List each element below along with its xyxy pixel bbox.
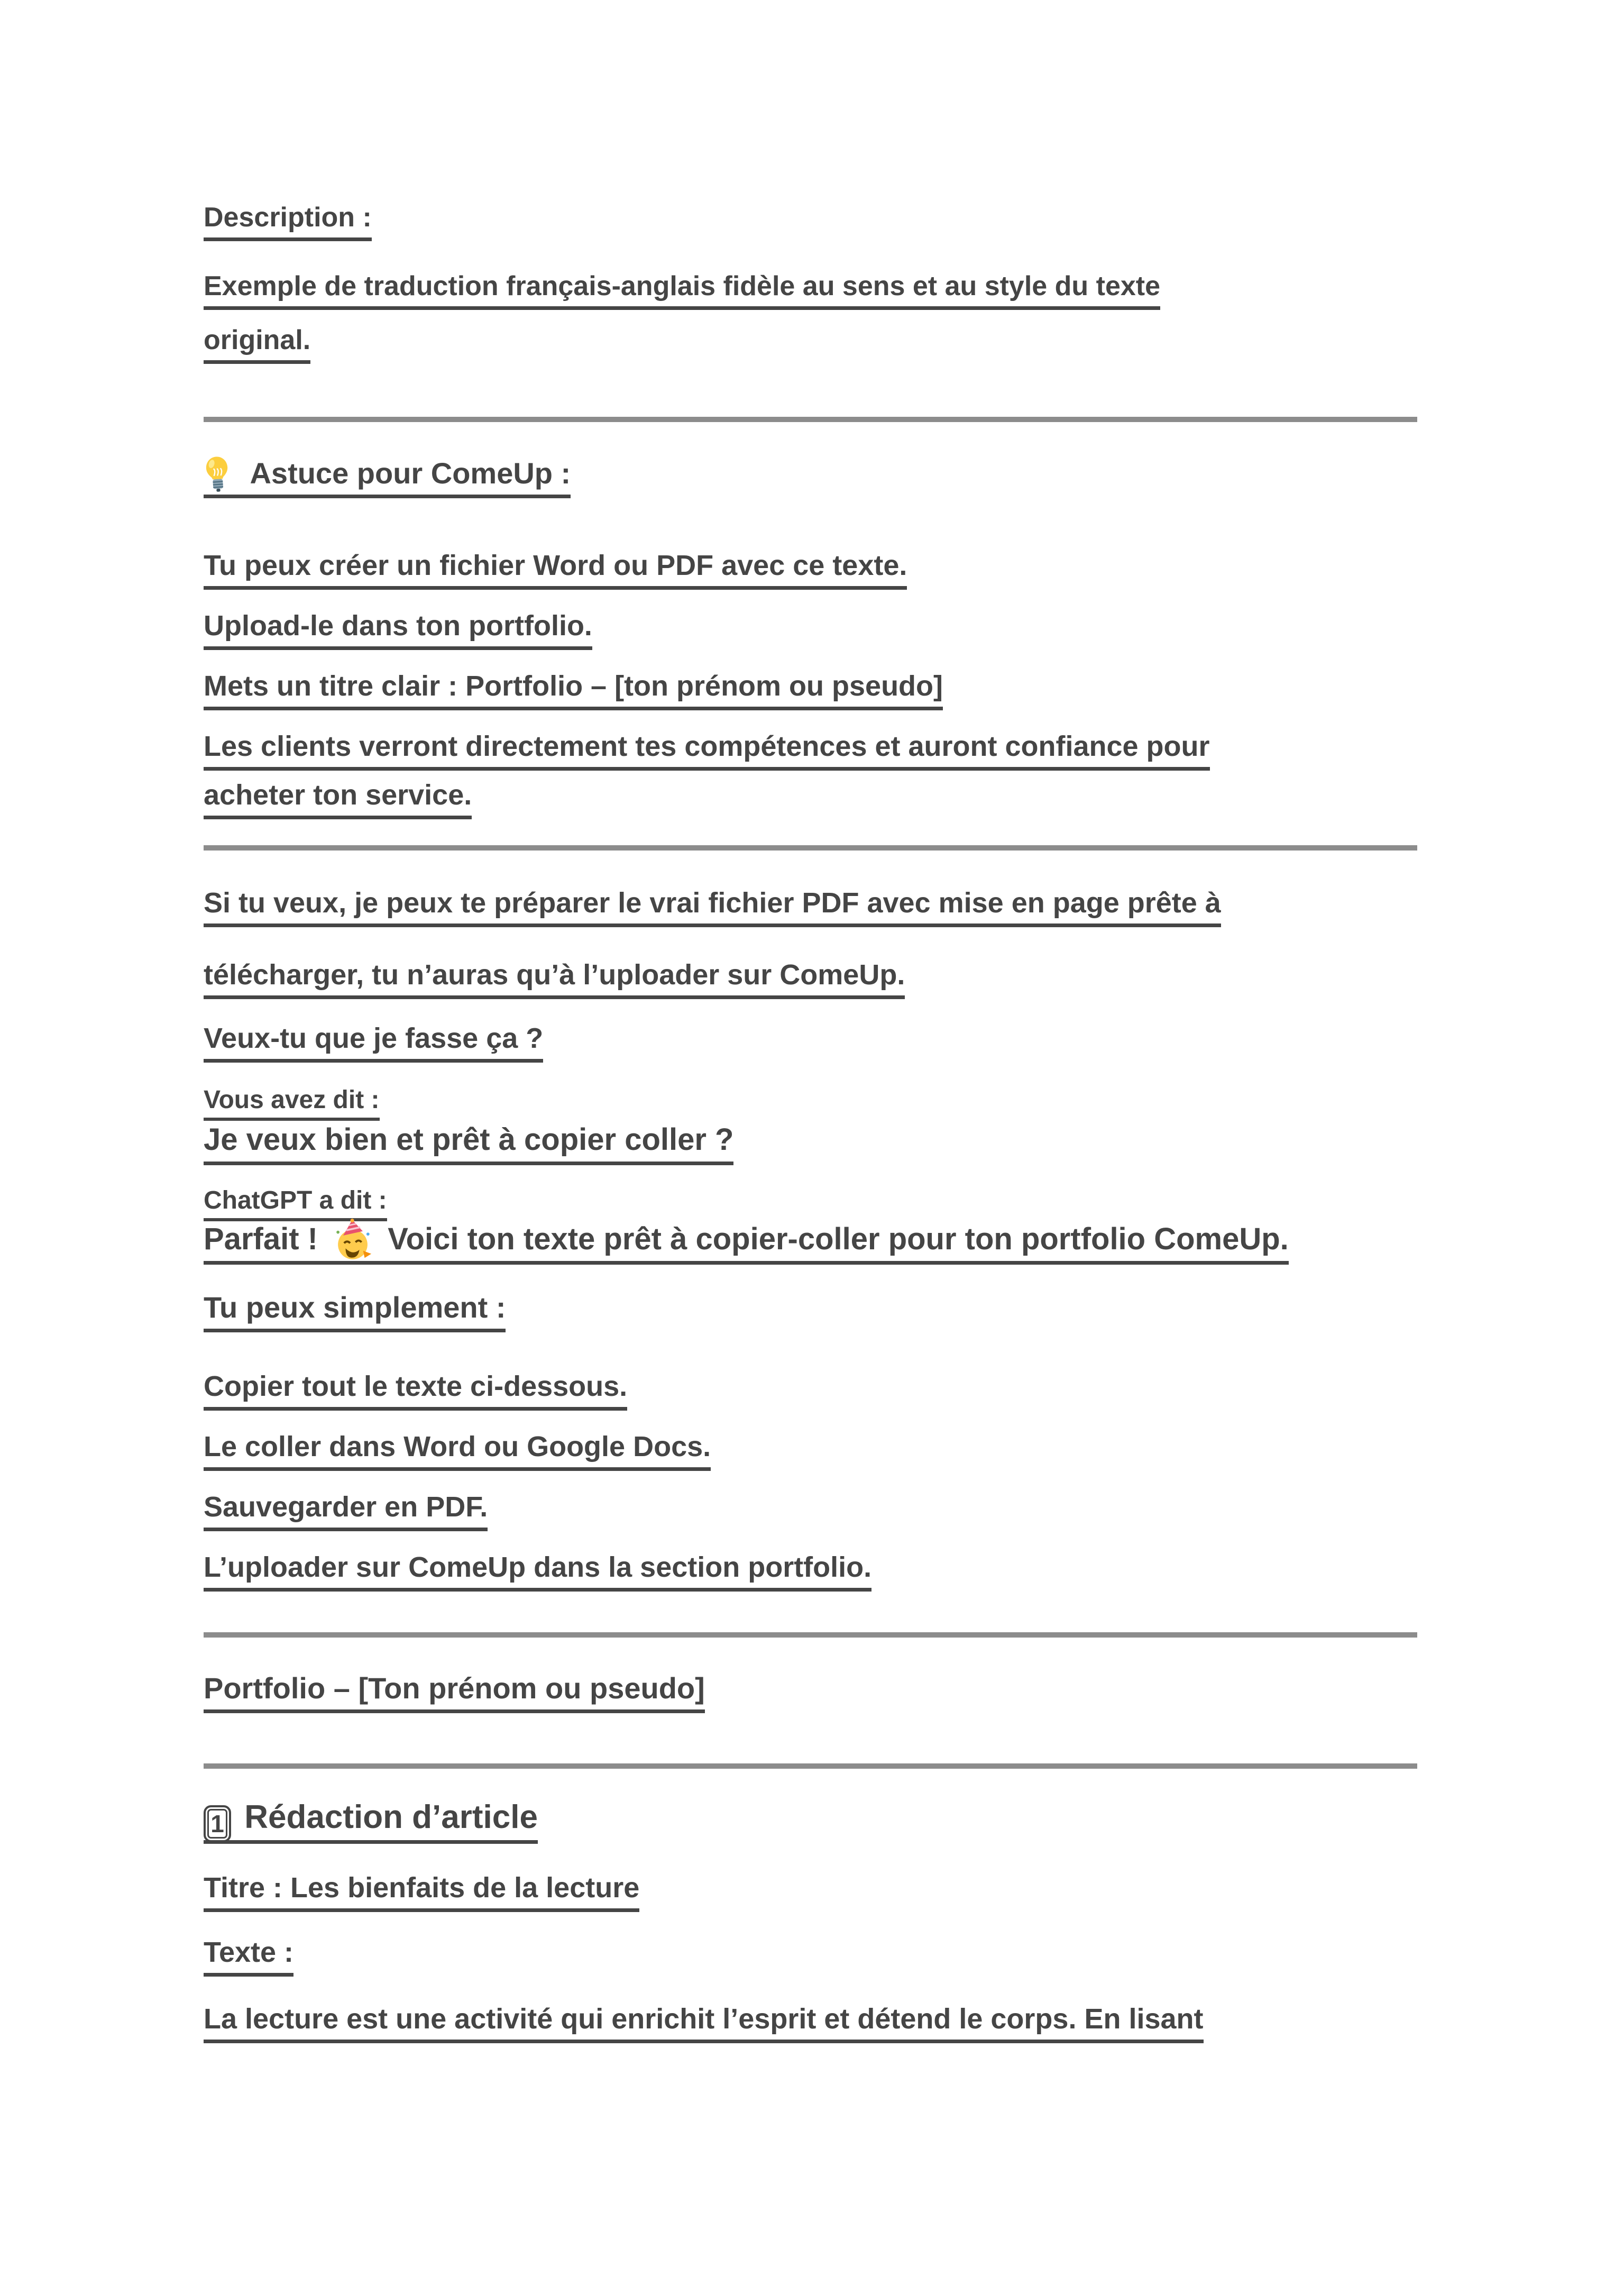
horizontal-divider-2 xyxy=(204,845,1417,851)
offer-text-1: Si tu veux, je peux te préparer le vrai fichier PDF avec mise en page prête à xyxy=(204,887,1221,927)
section1-title: Titre : Les bienfaits de la lecture xyxy=(204,1872,639,1912)
offer-text-2: télécharger, tu n’auras qu’à l’uploader sur ComeUp. xyxy=(204,959,905,999)
description-label-line xyxy=(204,202,372,234)
portfolio-heading-line xyxy=(204,1671,705,1705)
copy-step-line-1 xyxy=(204,1370,627,1403)
astuce-note-2: acheter ton service. xyxy=(204,779,472,819)
astuce-note-line-2 xyxy=(204,779,472,811)
parfait-line xyxy=(204,1219,1289,1269)
description-text-line-2 xyxy=(204,325,310,356)
keycap-1-emoji xyxy=(204,1805,231,1842)
astuce-note-line-1 xyxy=(204,730,1210,763)
description-text-line-1 xyxy=(204,271,1160,303)
horizontal-divider-4 xyxy=(204,1763,1417,1769)
astuce-heading-line xyxy=(204,456,571,501)
parfait-text-before: Parfait ! xyxy=(204,1222,318,1256)
astuce-note-1: Les clients verront directement tes compétences et auront confiance pour xyxy=(204,730,1210,771)
copy-step-2: Le coller dans Word ou Google Docs. xyxy=(204,1431,711,1471)
horizontal-divider-1 xyxy=(204,417,1417,422)
horizontal-divider-3 xyxy=(204,1632,1417,1638)
astuce-step-2: Upload-le dans ton portfolio. xyxy=(204,610,592,650)
lightbulb-emoji xyxy=(204,456,231,501)
description-text-1: Exemple de traduction français-anglais fidèle au sens et au style du texte xyxy=(204,271,1160,310)
assistant-turn-label: ChatGPT a dit : xyxy=(204,1186,387,1221)
user-turn-label-line xyxy=(204,1085,380,1114)
user-message: Je veux bien et prêt à copier coller ? xyxy=(204,1122,733,1165)
copy-step-line-4 xyxy=(204,1551,871,1584)
section1-texte-label-line xyxy=(204,1936,293,1969)
astuce-step-1: Tu peux créer un fichier Word ou PDF avec ce texte. xyxy=(204,550,907,590)
section1-heading-line xyxy=(204,1798,538,1842)
user-message-line xyxy=(204,1122,733,1158)
assistant-turn-label-line xyxy=(204,1186,387,1215)
copy-step-line-3 xyxy=(204,1491,488,1523)
copy-step-line-2 xyxy=(204,1430,711,1463)
partying-face-emoji xyxy=(334,1219,372,1269)
description-text-2: original. xyxy=(204,325,310,364)
astuce-step-line-1 xyxy=(204,549,907,582)
keycap-digit: 1 xyxy=(210,1810,224,1837)
offer-question: Veux-tu que je fasse ça ? xyxy=(204,1022,543,1063)
parfait-text-after: Voici ton texte prêt à copier-coller pour ton portfolio ComeUp. xyxy=(388,1222,1289,1256)
user-turn-label: Vous avez dit : xyxy=(204,1086,380,1121)
section1-title-line xyxy=(204,1871,639,1904)
portfolio-heading: Portfolio – [Ton prénom ou pseudo] xyxy=(204,1671,705,1713)
section1-body-line-1 xyxy=(204,2003,1204,2035)
description-label: Description : xyxy=(204,202,372,241)
copy-step-3: Sauvegarder en PDF. xyxy=(204,1491,488,1531)
offer-line-2 xyxy=(204,958,905,991)
copy-step-1: Copier tout le texte ci-dessous. xyxy=(204,1370,627,1411)
offer-question-line xyxy=(204,1022,543,1055)
steps-intro: Tu peux simplement : xyxy=(204,1291,506,1332)
section1-body-text-1: La lecture est une activité qui enrichit l’esprit et détend le corps. En lisant xyxy=(204,2003,1204,2043)
section1-heading-text: Rédaction d’article xyxy=(244,1799,538,1835)
astuce-heading-text: Astuce pour ComeUp : xyxy=(250,456,571,490)
copy-step-4: L’uploader sur ComeUp dans la section portfolio. xyxy=(204,1551,871,1592)
astuce-step-line-3 xyxy=(204,670,943,702)
steps-intro-line xyxy=(204,1291,506,1324)
astuce-step-line-2 xyxy=(204,609,592,642)
astuce-step-3: Mets un titre clair : Portfolio – [ton prénom ou pseudo] xyxy=(204,670,943,710)
section1-texte-label: Texte : xyxy=(204,1936,293,1977)
offer-line-1 xyxy=(204,886,1221,919)
